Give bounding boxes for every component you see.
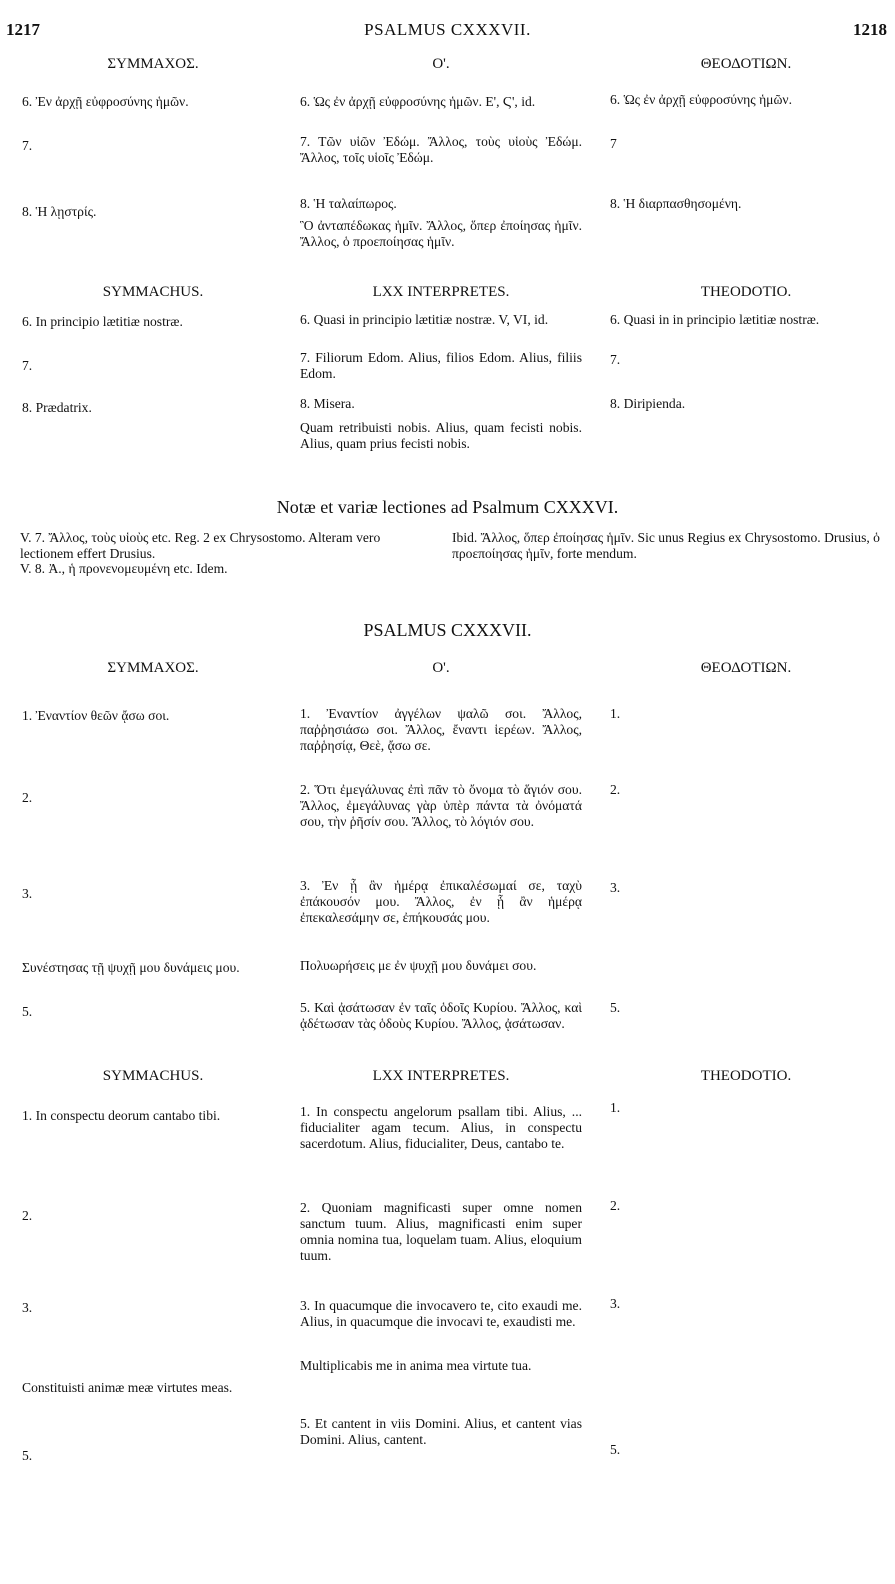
verse-entry: 6. Ὡς ἐν ἀρχῇ εὐφροσύνης ἡμῶν. [610,92,792,107]
septuagint-greek-column [300,56,586,249]
verse-entry: 8. Diripienda. [610,396,686,411]
running-header [0,20,895,46]
verse-entry: 6. Ὡς ἐν ἀρχῇ εὐφροσύνης ἡμῶν. E', Ϛ', id. [300,94,536,109]
column-heading: SYMMACHUS. [102,284,204,300]
column-heading: LXX INTERPRETES. [372,284,510,300]
verse-entry: 3. [22,1300,33,1315]
verse-entry: 1. Ἐναντίον ἀγγέλων ψαλῶ σοι. Ἄλλος, παῤῥησιάσω σοι. Ἄλλος, ἔναντι ἱερέων. Ἄλλος, παῤῥησίᾳ, Θεὲ, ᾄσω σε. [300,706,586,753]
verse-entry: Quam retribuisti nobis. Alius, quam fecisti nobis. Alius, quam prius fecisti nobis. [300,420,585,451]
verse-entry: 5. [22,1004,33,1019]
theodotion-greek-column [610,660,882,1015]
verse-entry: 2. [22,1208,33,1223]
verse-entry: 7. [610,352,621,367]
verse-entry: 1. Ἐναντίον θεῶν ᾄσω σοι. [22,708,170,723]
theodotion-greek-column [610,56,882,211]
verse-entry: 8. Misera. [300,396,355,411]
column-heading: THEODOTIO. [700,1068,792,1084]
verse-entry: 7 [610,136,617,151]
psalm136-latin-block [0,284,895,484]
column-heading: LXX INTERPRETES. [372,1068,510,1084]
psalm137-title: PSALMUS CXXXVII. [363,620,532,640]
verse-entry: Constituisti animæ meæ virtutes meas. [22,1380,233,1395]
verse-entry: 6. Quasi in principio lætitiæ nostræ. V, VI, id. [300,312,549,327]
symmachus-latin-column [22,284,284,415]
verse-entry: 7. Τῶν υἱῶν Ἐδώμ. Ἄλλος, τοὺς υἱοὺς Ἐδώμ. Ἄλλος, τοῖς υἱοῖς Ἐδώμ. [300,134,586,165]
verse-entry: 6. Quasi in in principio lætitiæ nostræ. [610,312,820,327]
verse-entry: 1. In conspectu angelorum psallam tibi. Alius, ... fiducialiter agam tecum. Alius, in conspectu sacerdotum. Alius, fiducialiter, Deus, cantabo te. [300,1104,586,1151]
symmachus-greek-column [22,56,284,219]
symmachus-greek-column [22,660,284,1019]
page-number-left: 1217 [6,20,40,39]
septuagint-latin-column [300,1068,586,1447]
notes-left-column: V. 7. Ἄλλος, τοὺς υἱοὺς etc. Reg. 2 ex Chrysostomo. Alteram vero lectionem effert Drusius. V. 8. Ἀ., ἡ προνενομευμένη etc. Idem. [20,530,381,576]
verse-entry: 6. In principio lætitiæ nostræ. [22,314,183,329]
verse-entry: Συνέστησας τῇ ψυχῇ μου δυνάμεις μου. [22,960,240,975]
verse-entry: 3. [610,1296,621,1311]
verse-entry: Multiplicabis me in anima mea virtute tua. [300,1358,532,1373]
notes-title: Notæ et variæ lectiones ad Psalmum CXXXVI. [276,497,619,517]
column-heading: Ο'. [432,660,450,676]
verse-entry: 7. Filiorum Edom. Alius, filios Edom. Alius, filiis Edom. [300,350,586,381]
verse-entry: 5. Et cantent in viis Domini. Alius, et cantent vias Domini. Alius, cantent. [300,1416,586,1447]
verse-entry: 3. [610,880,621,895]
verse-entry: 2. [610,782,621,797]
verse-entry: 2. [22,790,33,805]
verse-entry: 2. Quoniam magnificasti super omne nomen sanctum tuum. Alius, magnificasti enim super omnia nomina tua, loquelam tuam. Alius, eloquium tuum. [300,1200,586,1263]
verse-entry: 7. [22,138,33,153]
theodotio-latin-column [610,1068,882,1457]
verse-entry: 3. [22,886,33,901]
column-heading: Ο'. [432,56,450,72]
verse-entry: 2. [610,1198,621,1213]
running-title: PSALMUS CXXXVII. [364,20,531,39]
theodotio-latin-column [610,284,882,411]
column-heading: ΣΥΜΜΑΧΟΣ. [107,660,199,676]
psalm137-greek-block [0,660,895,1060]
notes-right-column: Ibid. Ἄλλος, ὅπερ ἐποίησας ἡμῖν. Sic unus Regius ex Chrysostomo. Drusius, ὁ προεποίησας ἡμῖν, forte mendum. [452,530,884,561]
psalm136-greek-block [0,56,895,286]
verse-entry: 3. Ἐν ᾗ ἂν ἡμέρᾳ ἐπικαλέσωμαί σε, ταχὺ ἐπάκουσόν μου. Ἄλλος, ἐν ᾗ ἂν ἡμέρᾳ ἐπεκαλεσάμην σε, ἐπήκουσάς μου. [300,878,586,925]
verse-entry: 1. In conspectu deorum cantabo tibi. [22,1108,221,1123]
verse-entry: 8. Prædatrix. [22,400,92,415]
column-heading: ΣΥΜΜΑΧΟΣ. [107,56,199,72]
verse-entry: 5. [610,1442,621,1457]
verse-entry: 8. Ἡ διαρπασθησομένη. [610,196,742,211]
verse-entry: 8. Ἡ λῃστρίς. [22,204,97,219]
verse-entry: 3. In quacumque die invocavero te, cito exaudi me. Alius, in quacumque die invocavi te, exaudisti me. [300,1298,585,1329]
verse-entry: 8. Ἡ ταλαίπωρος. [300,196,397,211]
verse-entry: Ὃ ἀνταπέδωκας ἡμῖν. Ἄλλος, ὅπερ ἐποίησας ἡμῖν. Ἄλλος, ὁ προεποίησας ἡμῖν. [300,218,586,249]
verse-entry: 6. Ἐν ἀρχῇ εὐφροσύνης ἡμῶν. [22,94,189,109]
septuagint-latin-column [300,284,586,451]
septuagint-greek-column [300,660,586,1031]
page-number-right: 1218 [853,20,887,39]
verse-entry: 5. Καὶ ᾀσάτωσαν ἐν ταῖς ὁδοῖς Κυρίου. Ἄλλος, καὶ ᾀδέτωσαν τὰς ὁδοὺς Κυρίου. Ἄλλος, ᾀσάτωσαν. [300,1000,586,1031]
column-heading: ΘΕΟΔΟΤΙΩΝ. [700,56,792,72]
column-heading: ΘΕΟΔΟΤΙΩΝ. [700,660,792,676]
verse-entry: 1. [610,706,621,721]
symmachus-latin-column [22,1068,284,1463]
verse-entry: 5. [22,1448,33,1463]
column-heading: SYMMACHUS. [102,1068,204,1084]
verse-entry: 2. Ὅτι ἐμεγάλυνας ἐπὶ πᾶν τὸ ὄνομα τὸ ἅγιόν σου. Ἄλλος, ἐμεγάλυνας γὰρ ὑπὲρ πάντα τὰ ὀνόματά σου, τὴν ῥῆσίν σου. Ἄλλος, τὸ λόγιόν σου. [300,782,586,829]
verse-entry: 1. [610,1100,621,1115]
column-heading: THEODOTIO. [700,284,792,300]
verse-entry: Πολυωρήσεις με ἐν ψυχῇ μου δυνάμει σου. [300,958,537,973]
verse-entry: 7. [22,358,33,373]
psalm137-latin-block [0,1068,895,1488]
verse-entry: 5. [610,1000,621,1015]
